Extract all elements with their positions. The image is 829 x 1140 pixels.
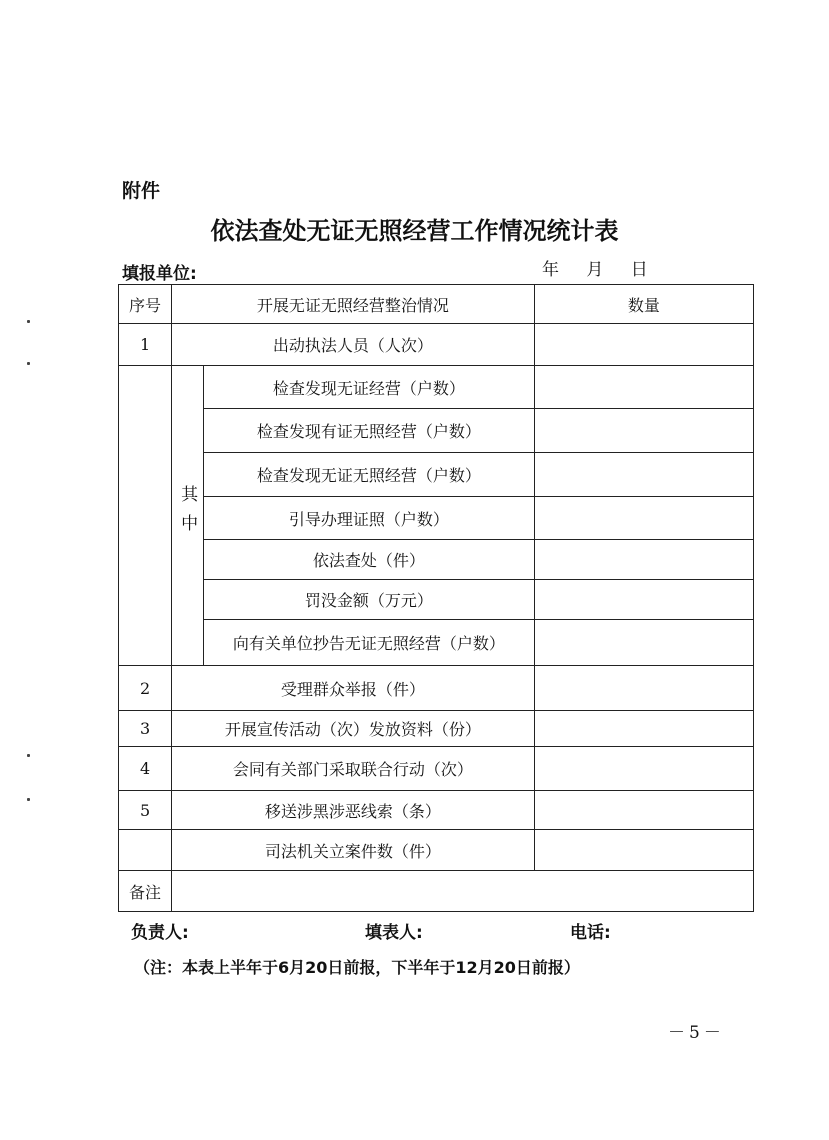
qty-cell[interactable] — [534, 580, 753, 620]
row-item: 检查发现有证无照经营（户数） — [204, 409, 535, 453]
report-date-label: 年 月 日 — [542, 260, 648, 280]
remarks-row — [119, 871, 754, 912]
table-row — [119, 540, 754, 580]
table-row — [119, 409, 754, 453]
row-item: 移送涉黑涉恶线索（条） — [172, 791, 535, 830]
qty-cell[interactable] — [534, 453, 753, 497]
qty-cell[interactable] — [534, 711, 753, 747]
table-row — [119, 620, 754, 666]
attachment-label: 附件 — [122, 180, 161, 202]
table-row — [119, 711, 754, 747]
header-seq: 序号 — [119, 285, 172, 324]
row-seq — [119, 830, 172, 871]
header-item: 开展无证无照经营整治情况 — [172, 285, 535, 324]
qty-cell[interactable] — [534, 791, 753, 830]
row-seq: 1 — [119, 324, 172, 366]
row-item: 会同有关部门采取联合行动（次） — [172, 747, 535, 791]
table-row — [119, 747, 754, 791]
header-qty: 数量 — [534, 285, 753, 324]
page-title: 依法查处无证无照经营工作情况统计表 — [210, 217, 619, 245]
table-row — [119, 791, 754, 830]
qty-cell[interactable] — [534, 366, 753, 409]
table-header-row — [119, 285, 754, 324]
row-item: 引导办理证照（户数） — [204, 497, 535, 540]
table-row — [119, 366, 754, 409]
row-item: 依法查处（件） — [204, 540, 535, 580]
row-item: 受理群众举报（件） — [172, 666, 535, 711]
qty-cell[interactable] — [534, 666, 753, 711]
scan-speck — [27, 798, 30, 801]
table-row — [119, 453, 754, 497]
remarks-cell[interactable] — [172, 871, 754, 912]
row-item: 罚没金额（万元） — [204, 580, 535, 620]
qty-cell[interactable] — [534, 540, 753, 580]
statistics-table — [118, 284, 754, 912]
qty-cell[interactable] — [534, 620, 753, 666]
row-item: 开展宣传活动（次）发放资料（份） — [172, 711, 535, 747]
qty-cell[interactable] — [534, 830, 753, 871]
qty-cell[interactable] — [534, 497, 753, 540]
scan-speck — [27, 754, 30, 757]
row-item: 司法机关立案件数（件） — [172, 830, 535, 871]
scan-speck — [27, 320, 30, 323]
table-row — [119, 830, 754, 871]
qty-cell[interactable] — [534, 747, 753, 791]
responsible-person-label: 负责人: — [131, 923, 189, 943]
scan-speck — [27, 362, 30, 365]
row-seq: 3 — [119, 711, 172, 747]
remarks-label: 备注 — [119, 871, 172, 912]
phone-label: 电话: — [570, 923, 611, 943]
row-item: 检查发现无证经营（户数） — [204, 366, 535, 409]
row-seq: 2 — [119, 666, 172, 711]
qty-cell[interactable] — [534, 409, 753, 453]
group-label: 其中 — [177, 484, 198, 543]
table-row — [119, 580, 754, 620]
row-item: 出动执法人员（人次） — [172, 324, 535, 366]
page-number: －5－ — [668, 1023, 725, 1043]
table-row — [119, 324, 754, 366]
group-label-cell — [172, 366, 204, 666]
deadline-note: （注：本表上半年于6月20日前报，下半年于12月20日前报） — [134, 958, 580, 977]
row-seq: 5 — [119, 791, 172, 830]
qty-cell[interactable] — [534, 324, 753, 366]
row-seq: 4 — [119, 747, 172, 791]
table-row — [119, 497, 754, 540]
form-filler-label: 填表人: — [365, 923, 423, 943]
row-item: 检查发现无证无照经营（户数） — [204, 453, 535, 497]
reporting-unit-label: 填报单位: — [122, 264, 197, 284]
group-seq-cell — [119, 366, 172, 666]
table-row — [119, 666, 754, 711]
row-item: 向有关单位抄告无证无照经营（户数） — [204, 620, 535, 666]
